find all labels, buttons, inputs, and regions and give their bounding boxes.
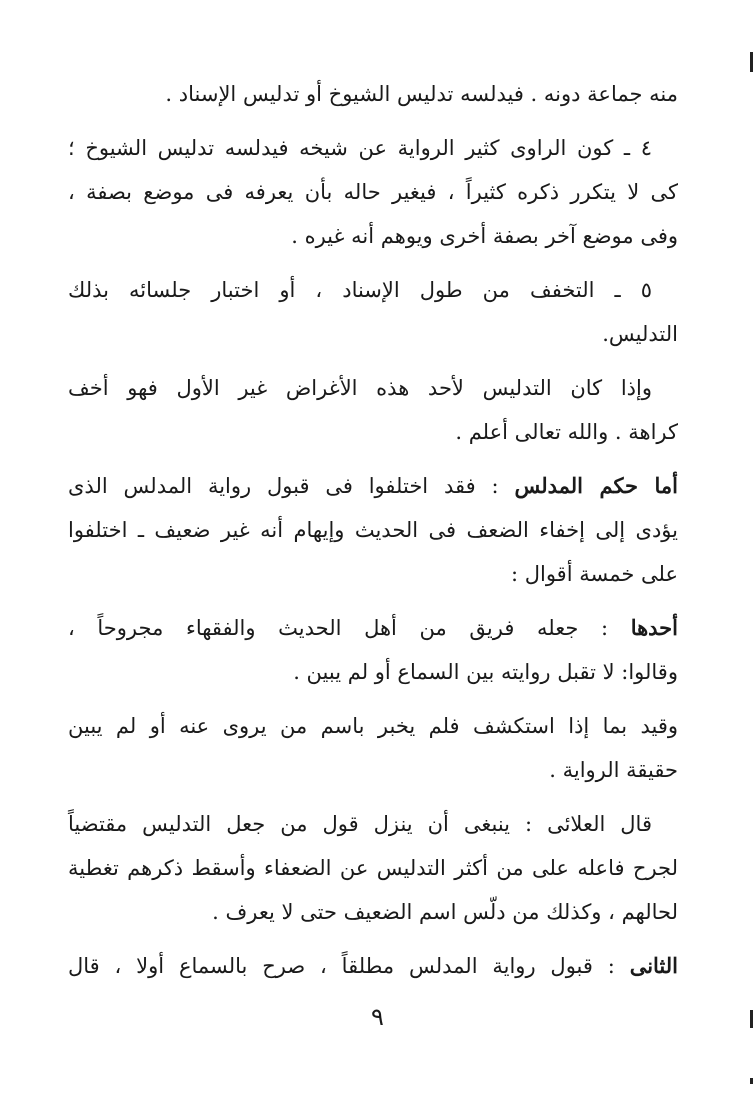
text-line: لجرح فاعله على من أكثر التدليس عن الضعفاء وأسقط ذكرهم تغطية	[68, 856, 678, 880]
page-number: ٩	[371, 1003, 384, 1031]
paragraph-7	[68, 704, 678, 792]
paragraph-2	[68, 126, 678, 258]
text-line: وقالوا: لا تقبل روايته بين السماع أو لم يبين .	[293, 660, 678, 684]
heading-second-opinion: الثانى	[629, 953, 679, 978]
heading-ruling: أما حكم المدلس	[514, 473, 679, 498]
text-line: منه جماعة دونه . فيدلسه تدليس الشيوخ أو تدليس الإسناد .	[165, 82, 678, 106]
text-line: قال العلائى : ينبغى أن ينزل قول من جعل التدليس مقتضياً	[68, 812, 652, 836]
paragraph-8	[68, 802, 678, 934]
text-line	[68, 464, 678, 508]
scan-edge-mark	[750, 1078, 753, 1084]
text-line: كى لا يتكرر ذكره كثيراً ، فيغير حاله بأن يعرفه فى موضع بصفة ،	[68, 180, 678, 204]
text-line: ٥ ـ التخفف من طول الإسناد ، أو اختبار جلسائه بذلك	[68, 278, 652, 302]
text-line: يؤدى إلى إخفاء الضعف فى الحديث وإيهام أنه غير ضعيف ـ اختلفوا	[68, 518, 678, 542]
paragraph-4	[68, 366, 678, 454]
text-line	[68, 944, 678, 988]
text-line: ٤ ـ كون الراوى كثير الرواية عن شيخه فيدلسه تدليس الشيوخ ؛	[68, 136, 652, 160]
text-run: : قبول رواية المدلس مطلقاً ، صرح بالسماع أولا ، قال	[68, 954, 630, 978]
text-line: كراهة . والله تعالى أعلم .	[455, 420, 678, 444]
paragraph-1	[68, 72, 678, 116]
text-line: التدليس.	[602, 322, 678, 346]
text-run: : جعله فريق من أهل الحديث والفقهاء مجروحاً ،	[68, 616, 631, 640]
text-line	[68, 606, 678, 650]
text-line: وفى موضع آخر بصفة أخرى ويوهم أنه غيره .	[291, 224, 678, 248]
text-line: لحالهم ، وكذلك من دلّس اسم الضعيف حتى لا يعرف .	[212, 900, 678, 924]
paragraph-6	[68, 606, 678, 694]
paragraph-5	[68, 464, 678, 596]
text-line: وإذا كان التدليس لأحد هذه الأغراض غير الأول فهو أخف	[68, 376, 652, 400]
page-body	[68, 72, 678, 998]
text-run: : فقد اختلفوا فى قبول رواية المدلس الذى	[68, 474, 515, 498]
heading-first-opinion: أحدها	[630, 615, 678, 640]
scan-edge-mark	[750, 52, 753, 72]
paragraph-9	[68, 944, 678, 988]
scan-edge-mark	[750, 1010, 753, 1028]
text-line: حقيقة الرواية .	[549, 758, 678, 782]
paragraph-3	[68, 268, 678, 356]
text-line: وقيد بما إذا استكشف فلم يخبر باسم من يروى عنه أو لم يبين	[68, 714, 678, 738]
text-line: على خمسة أقوال :	[510, 562, 678, 586]
